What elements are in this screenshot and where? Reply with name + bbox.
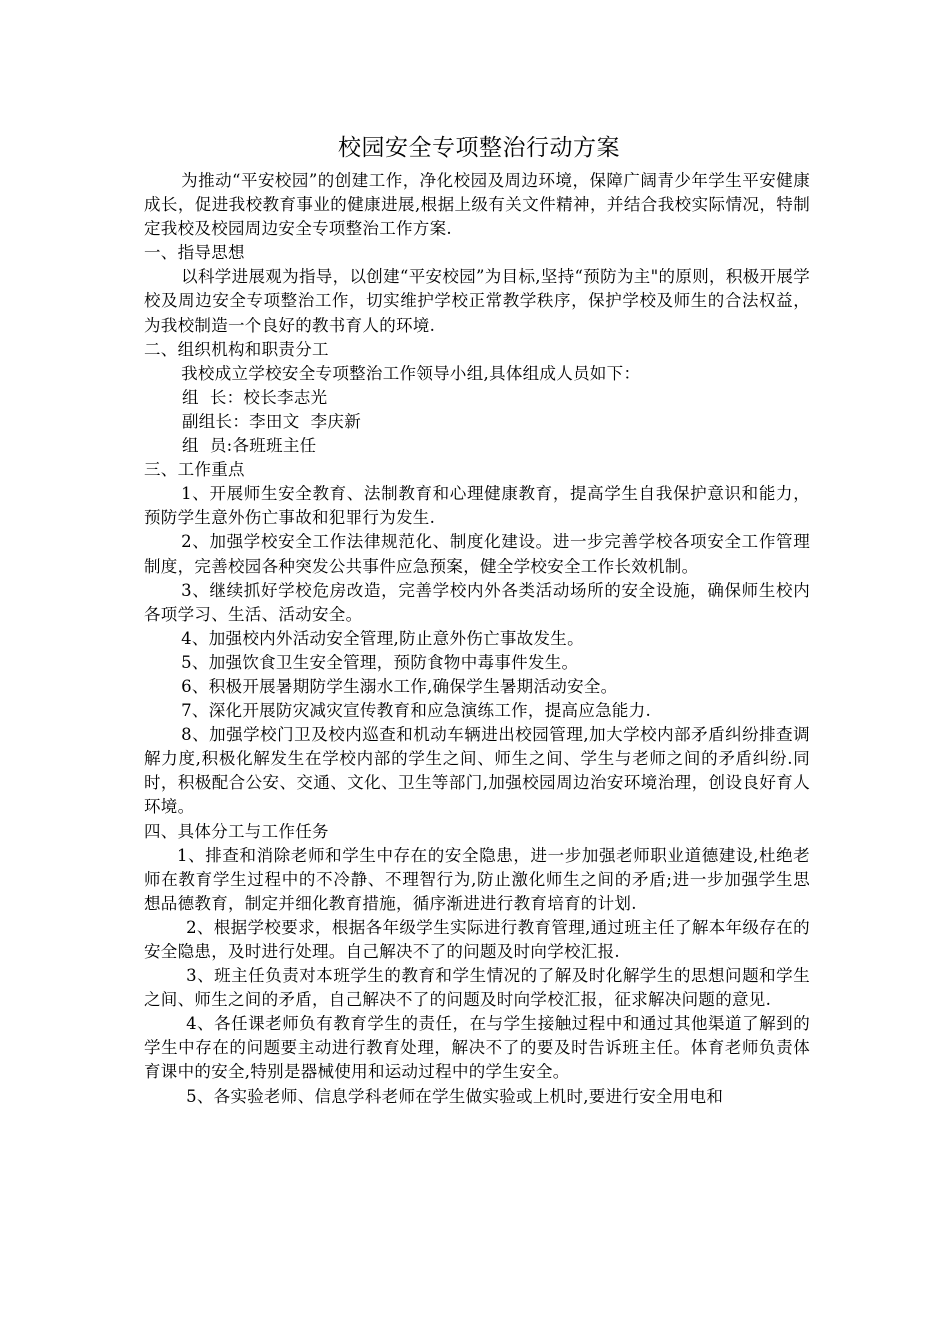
key-work-item-1: 1、开展师生安全教育、法制教育和心理健康教育，提高学生自我保护意识和能力，预防学生意外伤亡事故和犯罪行为发生. (144, 484, 810, 528)
key-work-item-5: 5、加强饮食卫生安全管理，预防食物中毒事件发生。 (181, 652, 579, 672)
document-page (144, 131, 810, 1109)
member-members: 组 员:各班班主任 (181, 436, 317, 456)
organization-paragraph: 我校成立学校安全专项整治工作领导小组,具体组成人员如下： (181, 363, 641, 383)
task-item-1: 1、排查和消除老师和学生中存在的安全隐患，进一步加强老师职业道德建设,杜绝老师在教育学生过程中的不冷静、不理智行为,防止激化师生之间的矛盾;进一步加强学生思想品德教育，制定并细化教育措施，循序渐进进行教育培育的计划. (144, 845, 810, 913)
task-item-5: 5、各实验老师、信息学科老师在学生做实验或上机时,要进行安全用电和 (186, 1086, 724, 1106)
member-leader: 组 长：校长李志光 (181, 387, 328, 407)
key-work-item-6: 6、积极开展暑期防学生溺水工作,确保学生暑期活动安全。 (181, 676, 618, 696)
intro-paragraph: 为推动“平安校园”的创建工作，净化校园及周边环境，保障广阔青少年学生平安健康成长，促进我校教育事业的健康进展,根据上级有关文件精神，并结合我校实际情况，特制定我校及校园周边安全专项整治工作方案. (144, 171, 810, 239)
document-body (144, 169, 810, 1109)
section-heading-organization: 二、组织机构和职责分工 (144, 339, 329, 359)
section-heading-tasks: 四、具体分工与工作任务 (144, 821, 329, 841)
key-work-item-3: 3、继续抓好学校危房改造，完善学校内外各类活动场所的安全设施，确保师生校内各项学习、生活、活动安全。 (144, 580, 810, 624)
key-work-item-7: 7、深化开展防灾减灾宣传教育和应急演练工作，提高应急能力. (181, 701, 652, 721)
guiding-thought-paragraph: 以科学进展观为指导，以创建“平安校园”为目标,坚持“预防为主"的原则，积极开展学校及周边安全专项整治工作，切实维护学校正常教学秩序，保护学校及师生的合法权益，为我校制造一个良好的教书育人的环境. (144, 267, 810, 335)
member-deputy-leader: 副组长：李田文 李庆新 (181, 411, 362, 431)
task-item-4: 4、各任课老师负有教育学生的责任，在与学生接触过程中和通过其他渠道了解到的学生中存在的问题要主动进行教育处理，解决不了的要及时告诉班主任。体育老师负责体育课中的安全,特别是器械使用和运动过程中的学生安全。 (144, 1014, 810, 1082)
task-item-3: 3、班主任负责对本班学生的教育和学生情况的了解及时化解学生的思想问题和学生之间、师生之间的矛盾，自己解决不了的问题及时向学校汇报，征求解决问题的意见. (144, 966, 810, 1010)
document-title: 校园安全专项整治行动方案 (338, 135, 620, 161)
section-heading-guiding-thought: 一、指导思想 (144, 243, 245, 263)
key-work-item-4: 4、加强校内外活动安全管理,防止意外伤亡事故发生。 (181, 628, 584, 648)
key-work-item-2: 2、加强学校安全工作法律规范化、制度化建设。进一步完善学校各项安全工作管理制度，完善校园各种突发公共事件应急预案，健全学校安全工作长效机制。 (144, 532, 810, 576)
section-heading-key-work: 三、工作重点 (144, 460, 245, 480)
key-work-item-8: 8、加强学校门卫及校内巡查和机动车辆进出校园管理,加大学校内部矛盾纠纷排查调解力度,积极化解发生在学校内部的学生之间、师生之间、学生与老师之间的矛盾纠纷.同时，积极配合公安、交通、文化、卫生等部门,加强校园周边治安环境治理，创设良好育人环境。 (144, 725, 810, 817)
task-item-2: 2、根据学校要求，根据各年级学生实际进行教育管理,通过班主任了解本年级存在的安全隐患，及时进行处理。自己解决不了的问题及时向学校汇报. (144, 917, 810, 961)
